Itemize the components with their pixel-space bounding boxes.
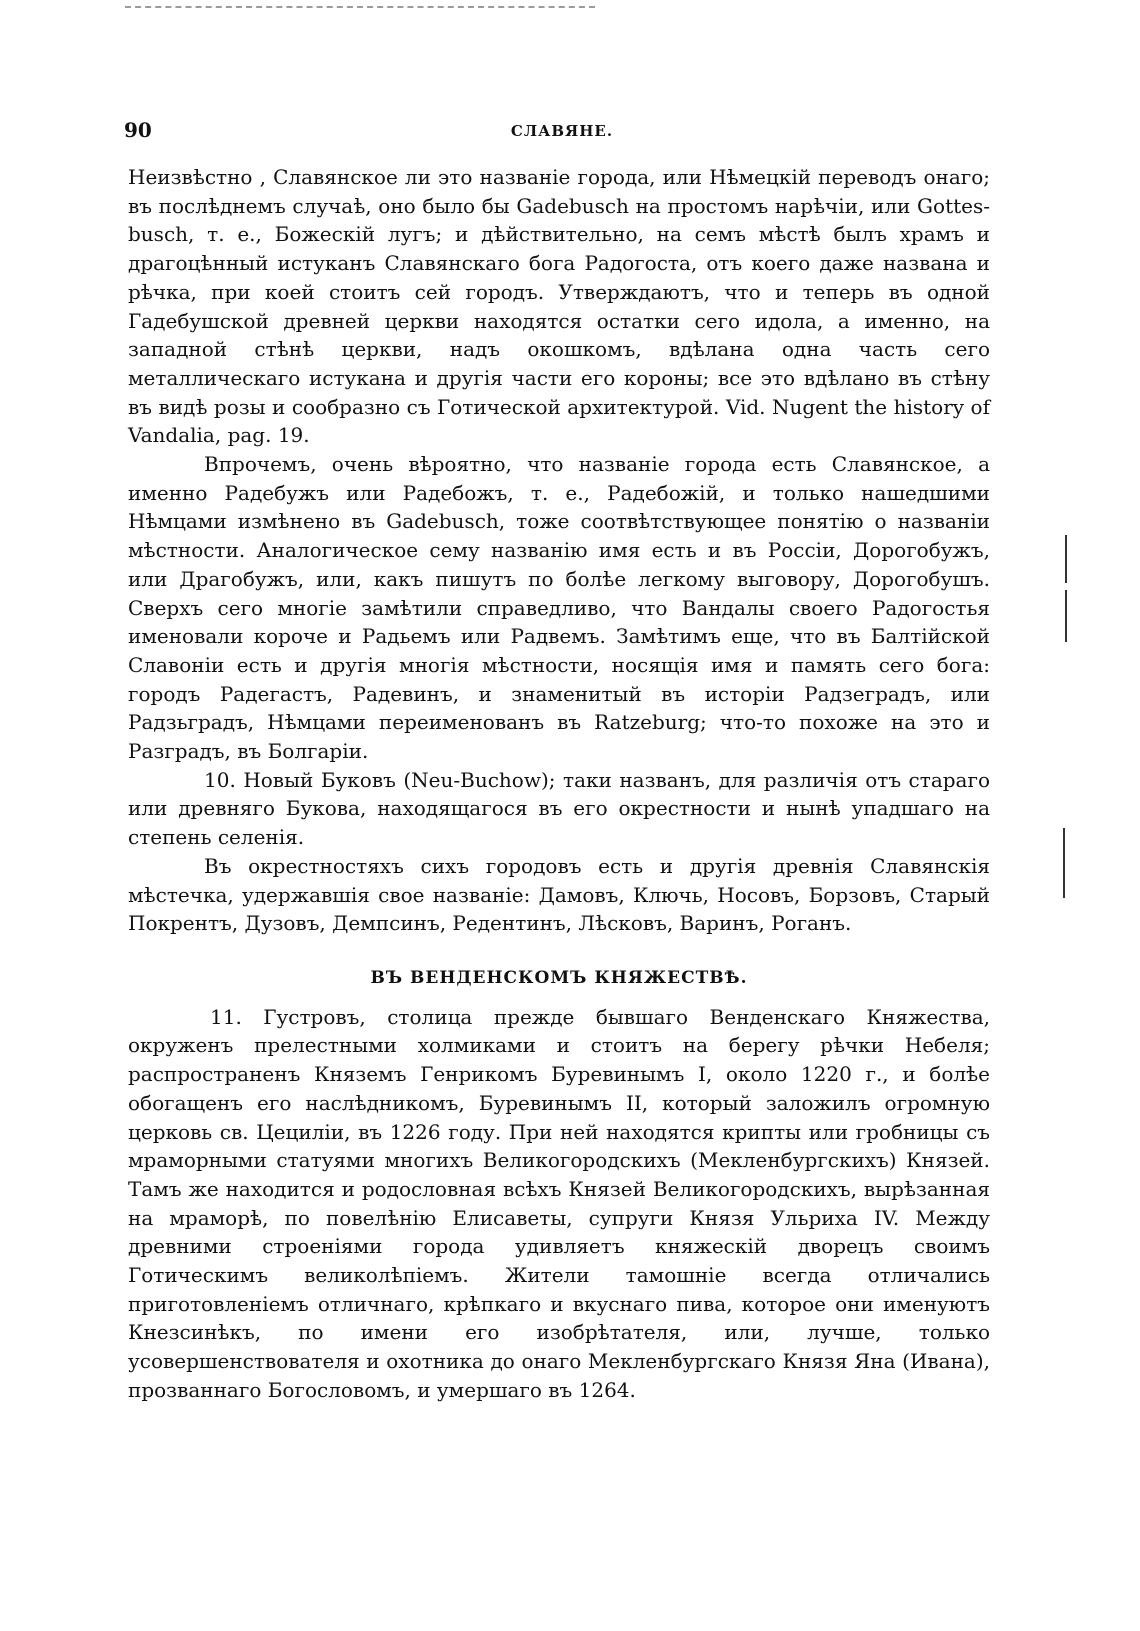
page-number: 90 [124, 118, 152, 142]
paragraph-new-bukov: 10. Новый Буковъ (Neu-Buchow); таки названъ, для различія отъ стараго или древняго Букова, находящагося въ его окрестности и нынѣ упадшаго на степень селенія. [128, 767, 990, 850]
margin-mark [1065, 590, 1067, 642]
paragraph-surrounding-towns: Въ окрестностяхъ сихъ городовъ есть и другія древнія Славянскія мѣстечка, удержавшія свое названіе: Дамовъ, Ключь, Носовъ, Борзовъ, Старый Покрентъ, Дузовъ, Демпсинъ, Редентинъ, Лѣсковъ, Варинъ, Роганъ. [128, 853, 990, 936]
scan-edge-artifact [125, 6, 595, 8]
paragraph-radebuzh: Впрочемъ, очень вѣроятно, что названіе города есть Славянское, а именно Радебужъ или Радебожъ, т. е., Радебожій, и только нашедшими Нѣмцами измѣнено въ Gadebusch, тоже соотвѣтствующее понятію о названіи мѣстности. Аналогическое сему названію имя есть и въ Россіи, Дорогобужъ, или Драгобужъ, или, какъ пишутъ по болѣе легкому выговору, Дорогобушъ. Сверхъ сего многіе замѣтили справедливо, что Вандалы своего Радогостья именовали короче и Радьемъ или Радвемъ. Замѣтимъ еще, что въ Балтійской Славоніи есть и другія многія мѣстности, носящія имя и память сего бога: городъ Радегастъ, Радевинъ, и знаменитый въ исторіи Радзеградъ, или Радзьградъ, Нѣмцами переименованъ въ Ratzeburg; что-то похоже на это и Разградъ, въ Болгаріи. [128, 452, 990, 764]
paragraph-gadebusch-note: Неизвѣстно , Славянское ли это названіе города, или Нѣмецкій переводъ онаго; въ послѣднемъ случаѣ, оно было бы Gadebusch на простомъ нарѣчіи, или Gottes-busch, т. е., Божескій лугъ; и дѣйствительно, на семъ мѣстѣ былъ храмъ и драгоцѣнный истуканъ Славянскаго бога Радогоста, отъ коего даже названа и рѣчка, при коей стоитъ сей городъ. Утверждаютъ, что и теперь въ одной Гадебушской древней церкви находятся остатки сего идола, а именно, на западной стѣнѣ церкви, надъ окошкомъ, вдѣлана одна часть сего металлическаго истукана и другія части его короны; все это вдѣлано въ стѣну въ видѣ розы и сообразно съ Готической архитектурой. Vid. Nugent the history of Vandalia, pag. 19. [128, 165, 990, 448]
section-heading: ВЪ ВЕНДЕНСКОМЪ КНЯЖЕСТВѢ. [370, 967, 748, 988]
page-header [124, 118, 1000, 148]
body-text [128, 163, 990, 1405]
running-head: СЛАВЯНЕ. [510, 122, 614, 140]
margin-mark [1063, 828, 1065, 898]
margin-mark [1065, 535, 1067, 583]
paragraph-gustrov: 11. Густровъ, столица прежде бывшаго Венденскаго Княжества, окруженъ прелестными холмиками и стоитъ на берегу рѣчки Небеля; распространенъ Княземъ Генрикомъ Буревинымъ I, около 1220 г., и болѣе обогащенъ его наслѣдникомъ, Буревинымъ II, который заложилъ огромную церковь св. Цециліи, въ 1226 году. При ней находятся крипты или гробницы съ мраморными статуями многихъ Великогородскихъ (Мекленбургскихъ) Князей. Тамъ же находится и родословная всѣхъ Князей Великогородскихъ, вырѣзанная на мраморѣ, по повелѣнію Елисаветы, супруги Князя Ульриха IV. Между древними строеніями города удивляетъ княжескій дворецъ своимъ Готическимъ великолѣпіемъ. Жители тамошніе всегда отличались приготовленіемъ отличнаго, крѣпкаго и вкуснаго пива, которое они именуютъ Кнезсинѣкъ, по имени его изобрѣтателя, или, лучше, только усовершенствователя и охотника до онаго Мекленбургскаго Князя Яна (Ивана), прозваннаго Богословомъ, и умершаго въ 1264. [128, 1004, 990, 1402]
